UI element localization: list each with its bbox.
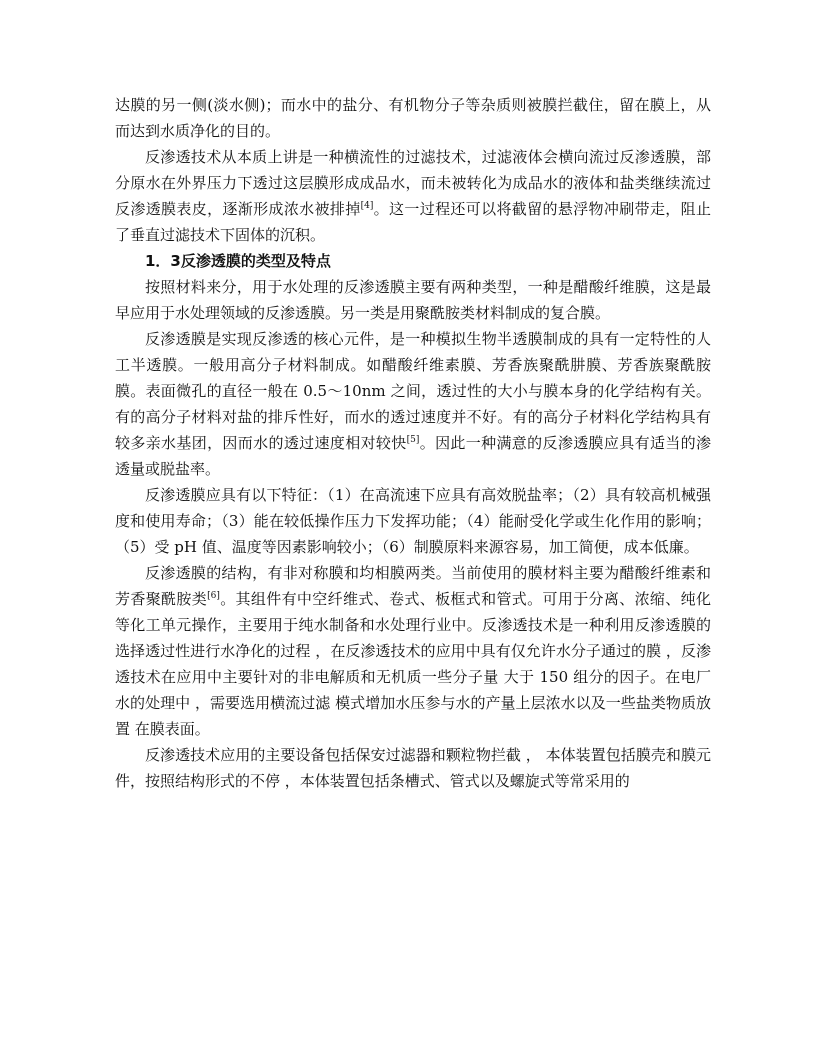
- paragraph-membrane-core: [115, 326, 711, 482]
- paragraph-text: 。这一过程还可以将截留的悬浮物冲刷带走，阻止了垂直过滤技术下固体的沉积。: [115, 200, 711, 244]
- paragraph-crossflow: [115, 144, 711, 248]
- paragraph-text: 反渗透技术应用的主要设备包括保安过滤器和颗粒物拦截 ， 本体装置包括膜壳和膜元件，按照结构形式的不停 ，本体装置包括条槽式、管式以及螺旋式等常采用的: [115, 746, 711, 790]
- section-heading: 1．3反渗透膜的类型及特点: [145, 252, 331, 270]
- paragraph-text: 反渗透膜是实现反渗透的核心元件，是一种模拟生物半透膜制成的具有一定特性的人工半透膜。一般用高分子材料制成。如醋酸纤维素膜、芳香族聚酰肼膜、芳香族聚酰胺膜。表面微孔的直径一般在 0.5～10nm 之间，透过性的大小与膜本身的化学结构有关。有的高分子材料对盐的排斥性好，而水的透过速度并不好。有的高分子材料化学结构具有较多亲水基团，因而水的透过速度相对较快: [115, 330, 711, 452]
- citation-ref: [6]: [207, 591, 220, 601]
- paragraph-text: 。因此一种满意的反渗透膜应具有适当的渗透量或脱盐率。: [115, 434, 711, 478]
- paragraph-text: 反渗透膜的结构，有非对称膜和均相膜两类。当前使用的膜材料主要为醋酸纤维素和芳香聚酰胺类: [115, 564, 711, 608]
- paragraph-text: 反渗透膜应具有以下特征：（1）在高流速下应具有高效脱盐率；（2）具有较高机械强度和使用寿命；（3）能在较低操作压力下发挥功能；（4）能耐受化学或生化作用的影响；（5）受 pH 值、温度等因素影响较小；（6）制膜原料来源容易，加工简便，成本低廉。: [115, 486, 711, 556]
- paragraph-text: 按照材料来分，用于水处理的反渗透膜主要有两种类型，一种是醋酸纤维膜，这是最早应用于水处理领域的反渗透膜。另一类是用聚酰胺类材料制成的复合膜。: [115, 278, 711, 322]
- citation-ref: [5]: [406, 435, 420, 445]
- paragraph-continuation: [115, 92, 711, 144]
- paragraph-membrane-features: [115, 482, 711, 560]
- paragraph-text: 达膜的另一侧(淡水侧)；而水中的盐分、有机物分子等杂质则被膜拦截住，留在膜上，从而达到水质净化的目的。: [115, 96, 711, 140]
- paragraph-text: 。其组件有中空纤维式、卷式、板框式和管式。可用于分离、浓缩、纯化等化工单元操作，主要用于纯水制备和水处理行业中。反渗透技术是一种利用反渗透膜的选择透过性进行水净化的过程 ，在反渗透技术的应用中具有仅允许水分子通过的膜 ，反渗透技术在应用中主要针对的非电解质和无机质一些分子量 大于 150 组分的因子。在电厂水的处理中 ，需要选用横流过滤 模式增加水压参与水的产量上层浓水以及一些盐类物质放置 在膜表面。: [115, 590, 711, 738]
- paragraph-membrane-types: [115, 274, 711, 326]
- citation-ref: [4]: [360, 201, 374, 211]
- paragraph-text: 反渗透技术从本质上讲是一种横流性的过滤技术，过滤液体会横向流过反渗透膜，部分原水在外界压力下透过这层膜形成成品水，而未被转化为成品水的液体和盐类继续流过反渗透膜表皮，逐渐形成浓水被排掉: [115, 148, 711, 218]
- paragraph-equipment: [115, 742, 711, 794]
- paragraph-membrane-structure: [115, 560, 711, 742]
- document-body: [115, 92, 711, 794]
